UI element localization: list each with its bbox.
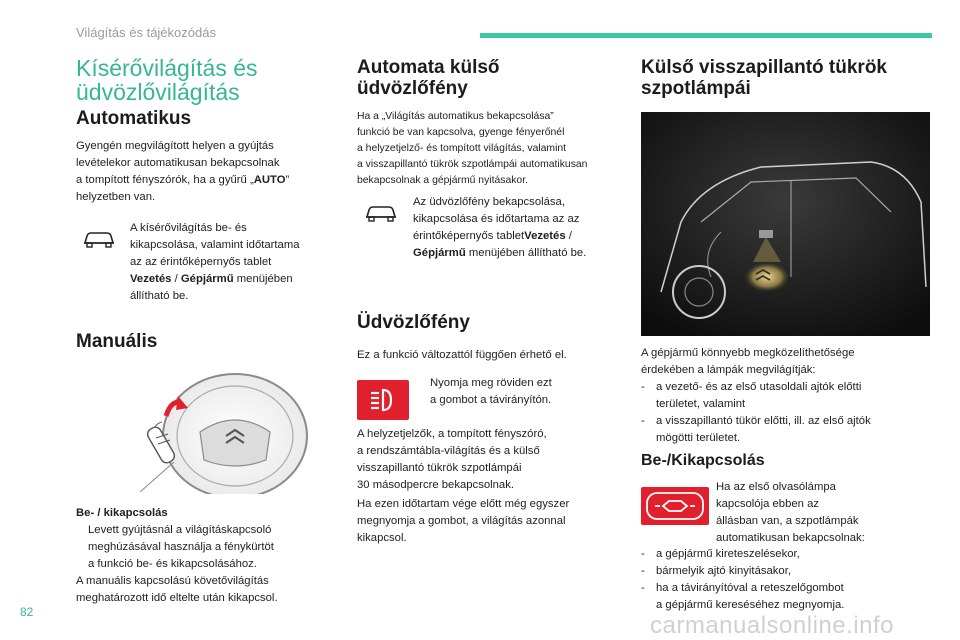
reading-lamp-switch-icon <box>641 487 709 525</box>
car-spotlight-illustration <box>641 112 930 336</box>
header-accent-bar <box>480 33 932 38</box>
on-off-list: - a gépjármű kireteszelésekor, - bármelyik ajtó kinyitásakor, - ha a távirányítóval a reteszelőgombot a gépjármű kereséséhez megnyomja. <box>641 546 931 614</box>
manual-text: Be- / kikapcsolás Levett gyújtásnál a világításkapcsoló meghúzásával használja a fénykürtöt a funkció be- és kikapcsolásához. A manuális kapcsolású követővilágítás meghatározott idő eltelte után kikapcsol. <box>76 507 278 604</box>
automatic-note: A kísérővilágítás be- és kikapcsolása, valamint időtartama az az érintőképernyős tablet Vezetés / Gépjármű menüjében állítható be. <box>130 222 300 302</box>
bullet-icon <box>76 522 88 539</box>
bullet-icon <box>418 375 430 392</box>
watermark: carmanualsonline.info <box>650 612 894 639</box>
page-title: Kísérővilágítás és üdvözlővilágítás <box>76 55 258 105</box>
car-settings-icon <box>364 200 398 224</box>
heading-welcome: Üdvözlőfény <box>357 312 470 333</box>
welcome-text-1: A helyzetjelzők, a tompított fényszóró, a rendszámtábla-világítás és a külső visszapillantó tükrök szpotlámpái 30 másodpercre bekapcsolnak. <box>357 428 547 491</box>
welcome-instruction: Nyomja meg röviden ezt a gombot a távirányítón. <box>418 375 618 409</box>
on-off-text: Ha az első olvasólámpa kapcsolója ebben az állásban van, a szpotlámpák automatikusan bekapcsolnak: <box>716 481 865 544</box>
welcome-intro: Ez a funkció változattól függően érhető el. <box>357 349 567 361</box>
automatic-text: Gyengén megvilágított helyen a gyújtás levételekor automatikusan bekapcsolnak a tompított fényszórók, ha a gyűrű „AUTO” helyzetben van. <box>76 140 290 203</box>
heading-auto-welcome: Automata külső üdvözlőfény <box>357 57 500 99</box>
heading-mirror-spotlights: Külső visszapillantó tükrök szpotlámpái <box>641 57 887 99</box>
auto-welcome-text: Ha a „Világítás automatikus bekapcsolása” funkció be van kapcsolva, gyenge fényerőnél a helyzetjelző- és tompított világítás, valamint a visszapillantó tükrök szpotlámpái automatikusan bekapcsolnak a gépjármű nyitásakor. <box>357 111 588 186</box>
welcome-text-2: Ha ezen időtartam vége előtt még egyszer megnyomja a gombot, a világítás azonnal kikapcsol. <box>357 498 570 544</box>
car-settings-icon <box>82 226 116 250</box>
heading-on-off: Be-/Kikapcsolás <box>641 452 765 469</box>
spotlights-text: A gépjármű könnyebb megközelíthetősége érdekében a lámpák megvilágítják: - a vezető- és az első utasoldali ajtók előtti területet, valamint - a visszapillantó tükör előtti, ill. az első ajtók mögötti területet. <box>641 345 931 447</box>
section-header: Világítás és tájékozódás <box>76 25 216 40</box>
heading-manual: Manuális <box>76 331 158 352</box>
steering-wheel-illustration <box>140 364 310 494</box>
page-number: 82 <box>20 605 34 619</box>
headlamp-button-icon <box>357 380 409 420</box>
heading-automatic: Automatikus <box>76 108 192 129</box>
auto-welcome-note: Az üdvözlőfény bekapcsolása, kikapcsolása és időtartama az az érintőképernyős tabletVezetés / Gépjármű menüjében állítható be. <box>413 196 587 259</box>
